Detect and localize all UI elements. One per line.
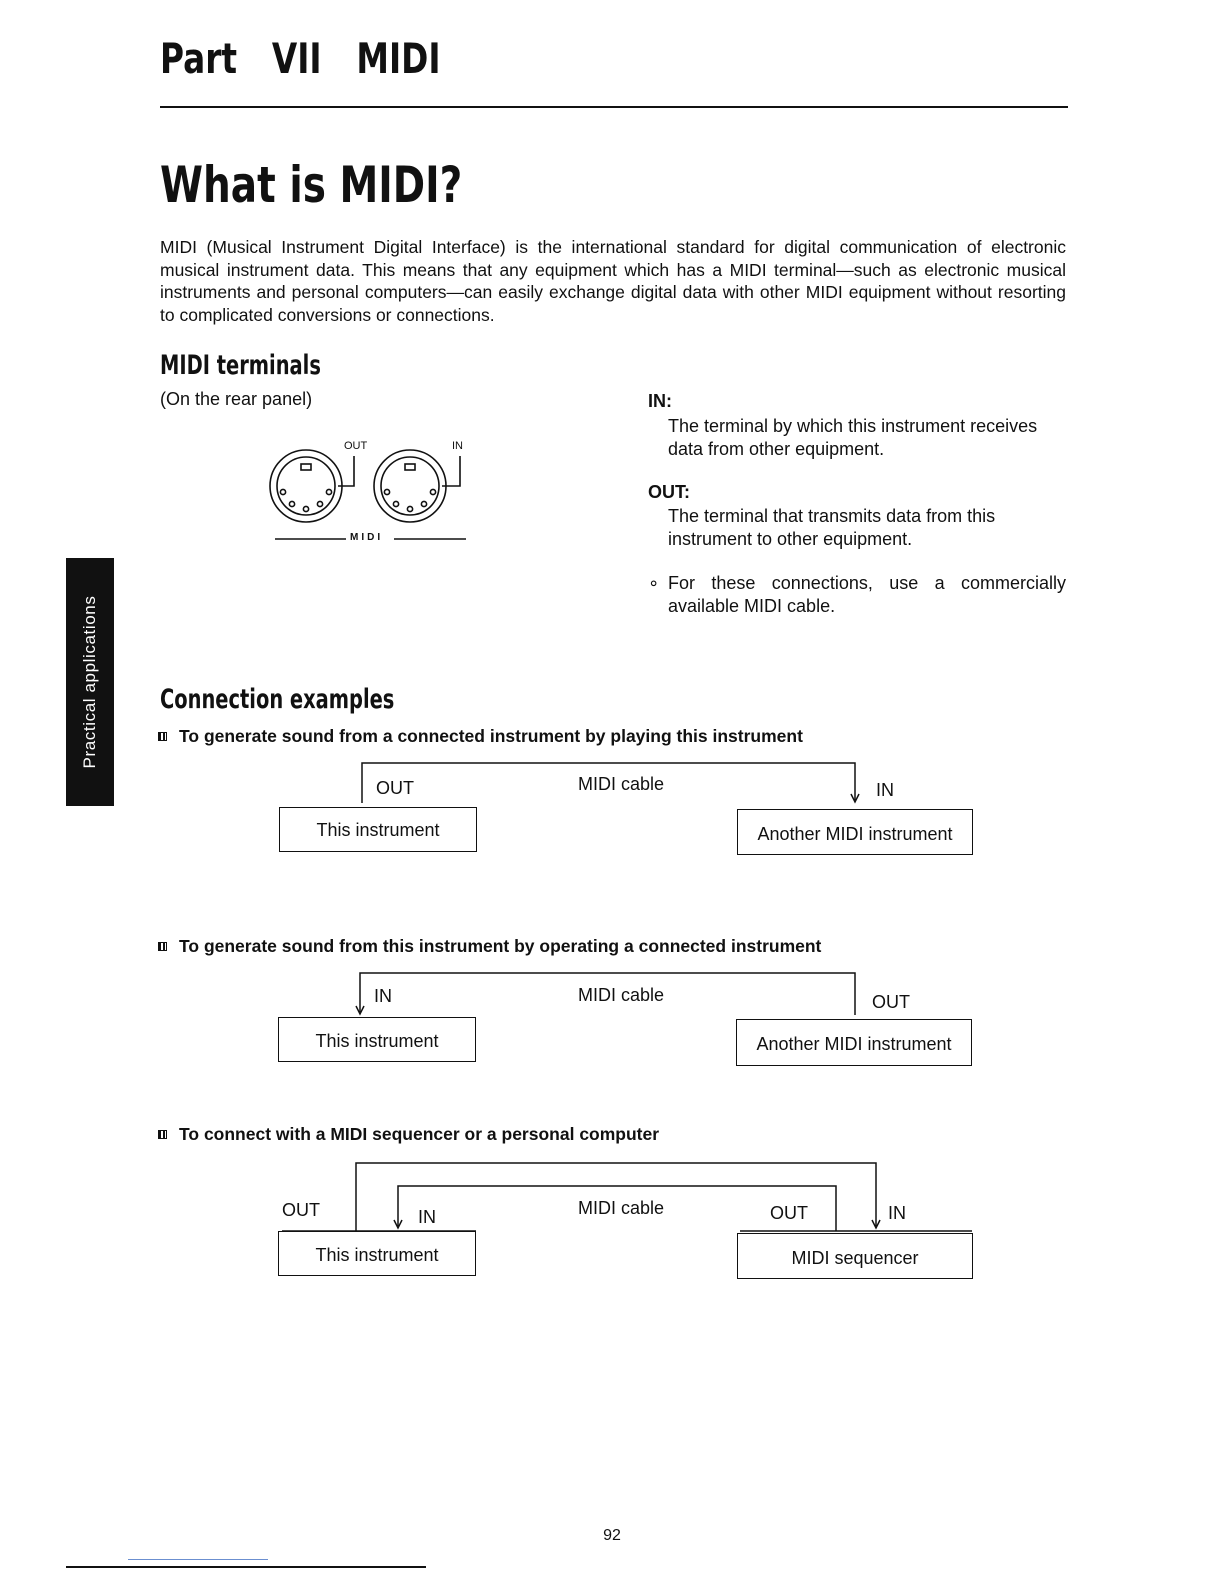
example-2-right-port: OUT — [872, 992, 910, 1012]
connections-heading: Connection examples — [160, 684, 395, 715]
diagram-out-label: OUT — [344, 440, 368, 452]
example-3-left-in-port: IN — [418, 1207, 436, 1227]
example-2-this-instrument-box: This instrument — [278, 1017, 476, 1062]
example-1-another-instrument-box: Another MIDI instrument — [737, 809, 973, 855]
example-3-right-in-port: IN — [888, 1203, 906, 1223]
in-description: The terminal by which this instrument receives data from other equipment. — [668, 416, 1038, 459]
example-3-sequencer-box: MIDI sequencer — [737, 1233, 973, 1279]
in-label: IN: — [648, 391, 672, 411]
diagram-midi-label: MIDI — [350, 532, 384, 543]
example-3-title-text: To connect with a MIDI sequencer or a personal computer — [179, 1124, 660, 1144]
page-title: What is MIDI? — [160, 156, 463, 214]
example-3-cable-label: MIDI cable — [578, 1198, 665, 1218]
out-description: The terminal that transmits data from this instrument to other equipment. — [668, 506, 996, 549]
example-2-title-text: To generate sound from this instrument by operating a connected instrument — [179, 936, 822, 956]
page-number: 92 — [603, 1527, 621, 1544]
intro-paragraph: MIDI (Musical Instrument Digital Interface) is the international standard for digital communication of electronic musical instrument data. This means that any equipment which has a MIDI terminal—such as electronic musical instruments and personal computers—can easily exchange digital data with other MIDI equipment without resorting to complicated conversions or connections. — [160, 237, 1066, 325]
note-bullet: ∘ — [648, 573, 660, 593]
footer-line — [66, 1566, 426, 1568]
example-3-this-instrument-box: This instrument — [278, 1231, 476, 1276]
example-1-right-port: IN — [876, 780, 894, 800]
out-label: OUT: — [648, 482, 690, 502]
example-2-another-instrument-box: Another MIDI instrument — [736, 1019, 972, 1066]
example-1-cable-label: MIDI cable — [578, 774, 665, 794]
example-1-left-port: OUT — [376, 778, 414, 798]
example-2-left-port: IN — [374, 986, 392, 1006]
example-3-right-out-port: OUT — [770, 1203, 808, 1223]
note-text: For these connections, use a commercially available MIDI cable. — [668, 573, 1066, 616]
example-3-left-out-port: OUT — [282, 1200, 320, 1220]
diagram-in-label: IN — [452, 440, 463, 452]
rear-panel-note: (On the rear panel) — [160, 389, 313, 409]
example-2-cable-label: MIDI cable — [578, 985, 665, 1005]
terminals-heading: MIDI terminals — [160, 350, 321, 381]
example-1-this-instrument-box: This instrument — [279, 807, 477, 852]
example-1-title-text: To generate sound from a connected instrument by playing this instrument — [179, 726, 803, 746]
footer-accent-line — [128, 1559, 268, 1560]
part-title: Part VII MIDI — [160, 34, 441, 83]
side-tab-label: Practical applications — [80, 595, 99, 769]
